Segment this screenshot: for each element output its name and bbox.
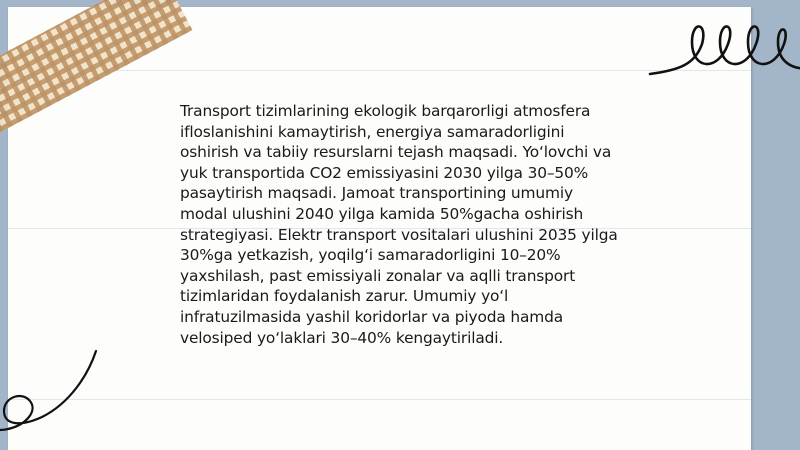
body-paragraph: Transport tizimlarining ekologik barqarorligi atmosfera ifloslanishini kamaytirish, energiya samaradorligini oshirish va tabiiy resurslarni tejash maqsadi. Yo‘lovchi va yuk transportida CO2 emissiyasini 2030 yilga 30–50% pasaytirish maqsadi. Jamoat transportining umumiy modal ulushini 2040 yilga kamida 50%gacha oshirish strategiyasi. Elektr transport vositalari ulushini 2035 yilga 30%ga yetkazish, yoqilg‘i samaradorligini 10–20% yaxshilash, past emissiyali zonalar va aqlli transport tizimlaridan foydalanish zarur. Umumiy yo‘l infratuzilmasida yashil koridorlar va piyoda hamda velosiped yo‘laklari 30–40% kengaytiriladi. [180, 102, 618, 347]
loop-scribble-icon [640, 12, 800, 82]
paper-rule-line [8, 399, 751, 400]
curl-scribble-icon [0, 345, 110, 435]
